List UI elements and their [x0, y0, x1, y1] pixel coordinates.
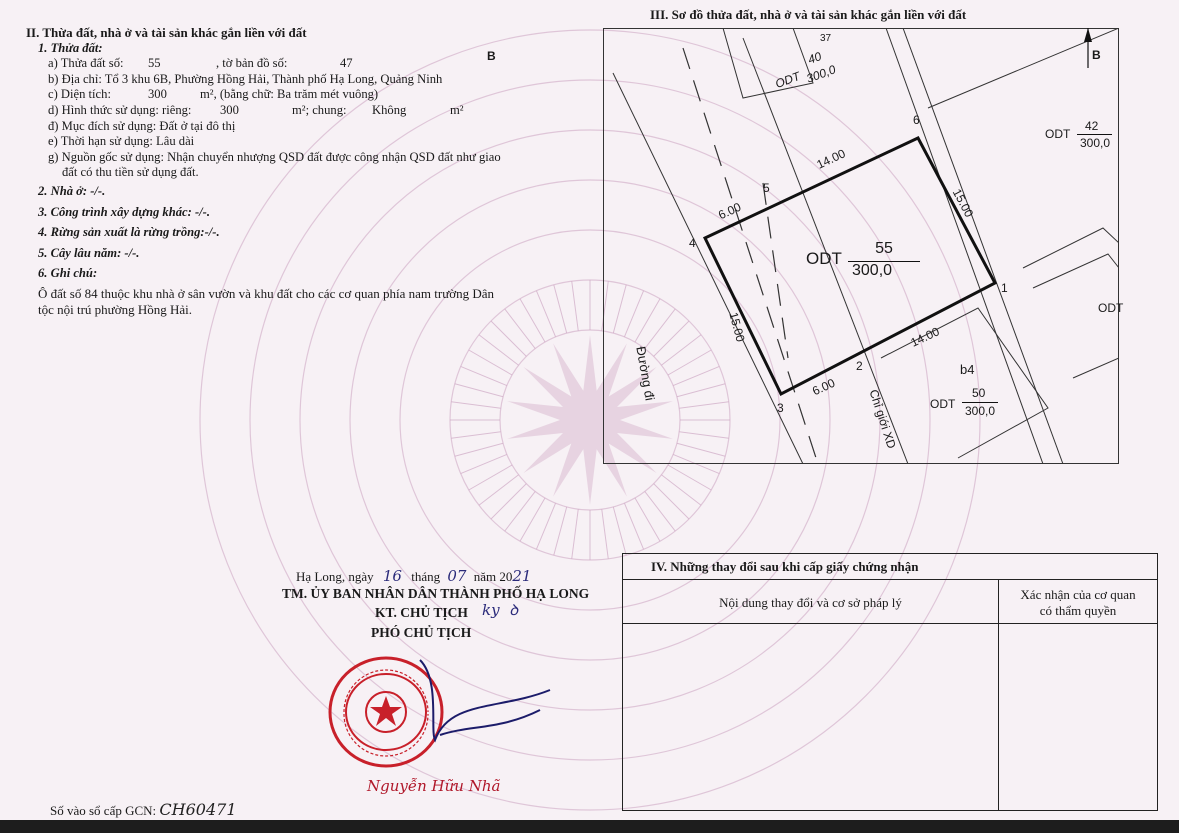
vertex-1: 1 — [1001, 281, 1008, 295]
edge-left-top-length: 6.00 — [716, 199, 744, 223]
area-row — [38, 87, 598, 103]
section-2-land-info — [26, 25, 598, 317]
vertex-2: 2 — [856, 359, 863, 373]
vertex-6: 6 — [913, 113, 920, 127]
parcel-40-area: 300,0 — [804, 62, 838, 86]
parcel-number-row — [38, 56, 598, 72]
section-4-title: IV. Những thay đổi sau khi cấp giấy chứng nhận — [651, 559, 919, 574]
north-label-marker: B — [1092, 48, 1101, 62]
edge-top-length: 14.00 — [814, 146, 848, 172]
edge-right-length: 15.00 — [949, 186, 977, 220]
watermark-ray — [455, 443, 503, 456]
usage-form-label: d) Hình thức sử dụng: riêng: — [48, 102, 192, 117]
signing-org: TM. ỦY BAN NHÂN DÂN THÀNH PHỐ HẠ LONG — [282, 586, 590, 601]
parcel-right-line-2 — [1033, 254, 1119, 288]
watermark-ray — [455, 384, 503, 397]
parcel-50-divider — [962, 402, 998, 403]
usage-form-row — [38, 103, 598, 119]
gcn-label: Số vào sổ cấp GCN: — [50, 803, 157, 818]
gcn-register — [50, 800, 237, 819]
parcel-40-code: ODT — [773, 69, 802, 91]
parcel-right-partial: ODT — [1098, 301, 1124, 315]
watermark-ray — [668, 465, 711, 490]
col1-heading: Nội dung thay đổi và cơ sở pháp lý — [719, 595, 902, 610]
watermark-ray — [451, 432, 501, 439]
parcel-number-label: a) Thửa đất số: — [48, 56, 124, 71]
item-5-trees: 5. Cây lâu năm: -/-. — [38, 245, 140, 260]
origin-row-2: đất có thu tiền sử dụng đất. — [62, 165, 199, 180]
item-3-construction: 3. Công trình xây dựng khác: -/-. — [38, 204, 210, 219]
parcel-50-code: ODT — [930, 397, 956, 411]
watermark-ray — [536, 503, 555, 549]
north-label: B — [487, 49, 496, 63]
parcel-right-line-3 — [1073, 358, 1119, 378]
parcel-40-outline — [723, 28, 813, 98]
col2-heading-line2: có thẩm quyền — [1039, 603, 1117, 618]
boundary-label: Chỉ giới XD — [866, 387, 899, 451]
watermark-ray — [572, 509, 579, 559]
road-label: Đường đi — [633, 345, 658, 402]
land-parcel-diagram — [603, 28, 1119, 464]
parcel-55-code: ODT — [806, 249, 842, 268]
watermark-ray — [479, 475, 519, 505]
section-4-divider — [998, 579, 999, 810]
note-line-1: Ô đất số 84 thuộc khu nhà ở sân vườn và khu đất cho các cơ quan phía nam trường Dân — [38, 285, 495, 301]
section-4-changes-table — [622, 553, 1158, 811]
col2-heading-line1: Xác nhận của cơ quan — [1020, 587, 1136, 602]
watermark-ray — [661, 475, 701, 505]
watermark-ray — [613, 507, 626, 555]
vertex-5: 5 — [763, 181, 770, 195]
watermark-ray — [479, 335, 519, 365]
map-sheet-value: 47 — [340, 56, 353, 71]
road-edge-line — [613, 73, 803, 464]
vertex-4: 4 — [689, 236, 696, 250]
parcel-50-area: 300,0 — [965, 404, 996, 418]
watermark-ray — [554, 507, 567, 555]
north-arrow-icon — [1084, 28, 1092, 42]
edge-bottom-length: 14.00 — [908, 324, 942, 350]
usage-private-value: 300 — [220, 102, 239, 117]
date-prefix: Hạ Long, ngày — [296, 569, 374, 584]
watermark-ray — [624, 503, 643, 549]
area-unit-words: m², (bằng chữ: Ba trăm mét vuông) — [200, 87, 379, 102]
block-label: b4 — [960, 362, 975, 377]
watermark-ray — [491, 321, 526, 356]
watermark-ray — [635, 498, 660, 541]
watermark-ray — [505, 491, 535, 531]
date-month: 07 — [447, 567, 467, 585]
parcel-40-number: 40 — [806, 49, 824, 67]
parcel-55-outline — [705, 138, 995, 394]
edge-left-length: 15.00 — [726, 310, 748, 344]
watermark-ray — [461, 366, 507, 385]
usage-common-label: m²; chung: — [292, 102, 347, 117]
parcel-right-line-1 — [1023, 228, 1119, 268]
section-3-title: III. Sơ đồ thửa đất, nhà ở và tài sản khác gắn liền với đất — [650, 7, 967, 22]
purpose-row: đ) Mục đích sử dụng: Đất ở tại đô thị — [48, 118, 236, 133]
map-sheet-label: , tờ bản đồ số: — [216, 56, 288, 71]
parcel-50-number: 50 — [972, 386, 986, 400]
origin-row-1: g) Nguồn gốc sử dụng: Nhận chuyển nhượng QSD đất được công nhận QSD đất như giao — [48, 149, 501, 164]
item-4-forest: 4. Rừng sản xuất là rừng trồng:-/-. — [38, 225, 220, 240]
date-year: 21 — [512, 567, 532, 585]
east-road-line-1 — [886, 28, 1043, 464]
vertex-3: 3 — [777, 401, 784, 415]
term-row: e) Thời hạn sử dụng: Lâu dài — [48, 134, 195, 149]
watermark-ray — [645, 491, 675, 531]
item-2-house: 2. Nhà ở: -/-. — [38, 183, 106, 198]
item-6-notes: 6. Ghi chú: — [38, 266, 98, 281]
area-label: c) Diện tích: — [48, 87, 111, 102]
watermark-ray — [451, 402, 501, 409]
section-4-col2 — [999, 579, 1157, 624]
note-line-2: tộc nội trú phường Hồng Hải. — [38, 301, 193, 317]
parcel-42-number: 42 — [1085, 119, 1099, 133]
parcel-55-area: 300,0 — [852, 262, 893, 279]
road-centerline — [683, 48, 818, 464]
watermark-ray — [491, 484, 526, 519]
watermark-ray — [654, 484, 689, 519]
watermark-ray — [461, 454, 507, 473]
parcel-42-code: ODT — [1045, 127, 1071, 141]
section-2-title: II. Thừa đất, nhà ở và tài sản khác gắn liền với đất — [26, 25, 307, 40]
usage-common-unit: m² — [450, 102, 464, 117]
parcel-42-area: 300,0 — [1080, 136, 1111, 150]
signing-date — [296, 567, 531, 585]
section-4-header — [623, 554, 1157, 580]
watermark-ray — [602, 509, 609, 559]
gcn-value: CH60471 — [159, 800, 237, 819]
section-4-col1 — [623, 579, 998, 624]
initials-mark: ky ꝺ — [482, 601, 519, 619]
area-value: 300 — [148, 87, 167, 102]
date-day: 16 — [382, 567, 402, 585]
address-row: b) Địa chỉ: Tổ 3 khu 6B, Phường Hồng Hải, Thành phố Hạ Long, Quảng Ninh — [48, 71, 443, 86]
handwritten-signature — [380, 640, 560, 750]
watermark-ray — [520, 498, 545, 541]
watermark-ray — [469, 350, 512, 375]
date-year-label: năm 20 — [473, 569, 513, 584]
parcel-42-divider — [1077, 134, 1112, 135]
edge-left-bottom-length: 6.00 — [810, 375, 838, 399]
signing-role-2: PHÓ CHỦ TỊCH — [371, 625, 472, 640]
signer-name: Nguyễn Hữu Nhã — [367, 777, 501, 795]
usage-common-value: Không — [372, 102, 407, 117]
watermark-ray — [469, 465, 512, 490]
item-1-heading: 1. Thửa đất: — [38, 40, 103, 55]
parcel-37-partial: 37 — [820, 33, 832, 44]
parcel-55-number: 55 — [875, 240, 893, 257]
date-month-label: tháng — [411, 569, 441, 584]
signing-role-1: KT. CHỦ TỊCH — [375, 605, 468, 620]
parcel-number-value: 55 — [148, 56, 161, 71]
